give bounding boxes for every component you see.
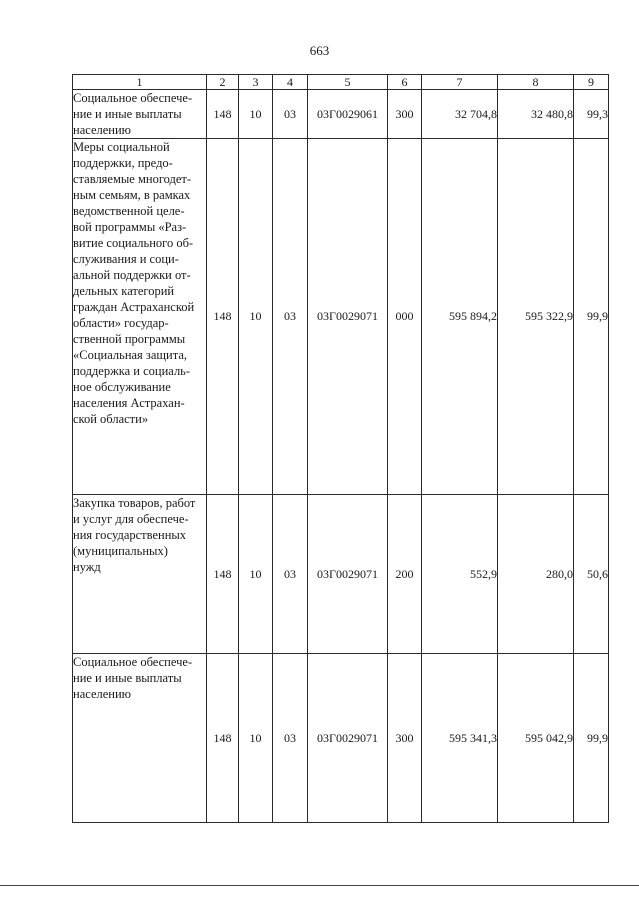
column-header-3: 3: [239, 75, 273, 90]
table-row: [73, 90, 609, 139]
row-name-line: поддержки, предо-: [73, 156, 173, 170]
row-name-line: Меры социальной: [73, 140, 170, 154]
cell-c7: 595 341,3: [422, 654, 498, 823]
row-name-line: ставляемые многодет-: [73, 172, 192, 186]
cell-c4: 03: [273, 90, 308, 139]
row-name-line: ным семьям, в рамках: [73, 188, 191, 202]
row-name-line: населению: [73, 123, 131, 137]
cell-c2: 148: [207, 654, 239, 823]
table-row: [73, 495, 609, 654]
row-name-line: служивания и соци-: [73, 252, 179, 266]
cell-c3: 10: [239, 495, 273, 654]
table-row: [73, 139, 609, 495]
cell-c7: 32 704,8: [422, 90, 498, 139]
header-row: [73, 75, 609, 90]
cell-c8: 595 042,9: [498, 654, 574, 823]
cell-c4: 03: [273, 139, 308, 495]
column-header-9: 9: [574, 75, 609, 90]
cell-c3: 10: [239, 139, 273, 495]
row-name-cell: [73, 654, 207, 823]
row-name-line: Социальное обеспече-: [73, 91, 193, 105]
row-name-line: «Социальная защита,: [73, 348, 188, 362]
row-name-line: ние и иные выплаты: [73, 671, 182, 685]
row-name-line: Социальное обеспече-: [73, 655, 193, 669]
row-name-cell: [73, 139, 207, 495]
column-header-7: 7: [422, 75, 498, 90]
row-name-line: граждан Астраханской: [73, 300, 195, 314]
row-name-line: дельных категорий: [73, 284, 175, 298]
budget-table: [72, 74, 609, 823]
cell-c5: 03Г0029071: [308, 495, 388, 654]
cell-c5: 03Г0029071: [308, 139, 388, 495]
row-name-line: ственной программы: [73, 332, 186, 346]
row-name-line: населению: [73, 687, 131, 701]
row-name-line: альной поддержки от-: [73, 268, 191, 282]
column-header-1: 1: [73, 75, 207, 90]
row-name-line: ской области»: [73, 412, 149, 426]
row-name-line: витие социального об-: [73, 236, 194, 250]
cell-c4: 03: [273, 654, 308, 823]
cell-c9: 99,9: [574, 139, 609, 495]
column-header-6: 6: [388, 75, 422, 90]
cell-c4: 03: [273, 495, 308, 654]
row-name-line: Закупка товаров, работ: [73, 496, 196, 510]
cell-c7: 552,9: [422, 495, 498, 654]
cell-c2: 148: [207, 495, 239, 654]
row-name-line: области» государ-: [73, 316, 169, 330]
row-name-line: нужд: [73, 560, 101, 574]
row-name-line: и услуг для обеспече-: [73, 512, 189, 526]
cell-c6: 200: [388, 495, 422, 654]
row-name-cell: [73, 90, 207, 139]
row-name-line: (муниципальных): [73, 544, 168, 558]
column-header-5: 5: [308, 75, 388, 90]
row-name-line: ния государственных: [73, 528, 187, 542]
cell-c9: 99,3: [574, 90, 609, 139]
cell-c3: 10: [239, 90, 273, 139]
cell-c8: 595 322,9: [498, 139, 574, 495]
cell-c9: 99,9: [574, 654, 609, 823]
cell-c6: 300: [388, 654, 422, 823]
cell-c7: 595 894,2: [422, 139, 498, 495]
bottom-rule: [0, 885, 639, 886]
cell-c8: 32 480,8: [498, 90, 574, 139]
cell-c2: 148: [207, 90, 239, 139]
row-name-line: ние и иные выплаты: [73, 107, 182, 121]
row-name-line: вой программы «Раз-: [73, 220, 187, 234]
cell-c3: 10: [239, 654, 273, 823]
cell-c5: 03Г0029061: [308, 90, 388, 139]
table-row: [73, 654, 609, 823]
column-header-2: 2: [207, 75, 239, 90]
row-name-cell: [73, 495, 207, 654]
cell-c6: 300: [388, 90, 422, 139]
column-header-8: 8: [498, 75, 574, 90]
cell-c2: 148: [207, 139, 239, 495]
page-number: 663: [309, 43, 330, 58]
column-header-4: 4: [273, 75, 308, 90]
cell-c5: 03Г0029071: [308, 654, 388, 823]
row-name-line: ведомственной целе-: [73, 204, 185, 218]
cell-c9: 50,6: [574, 495, 609, 654]
row-name-line: поддержка и социаль-: [73, 364, 191, 378]
row-name-line: ное обслуживание: [73, 380, 171, 394]
row-name-line: населения Астрахан-: [73, 396, 185, 410]
cell-c8: 280,0: [498, 495, 574, 654]
cell-c6: 000: [388, 139, 422, 495]
